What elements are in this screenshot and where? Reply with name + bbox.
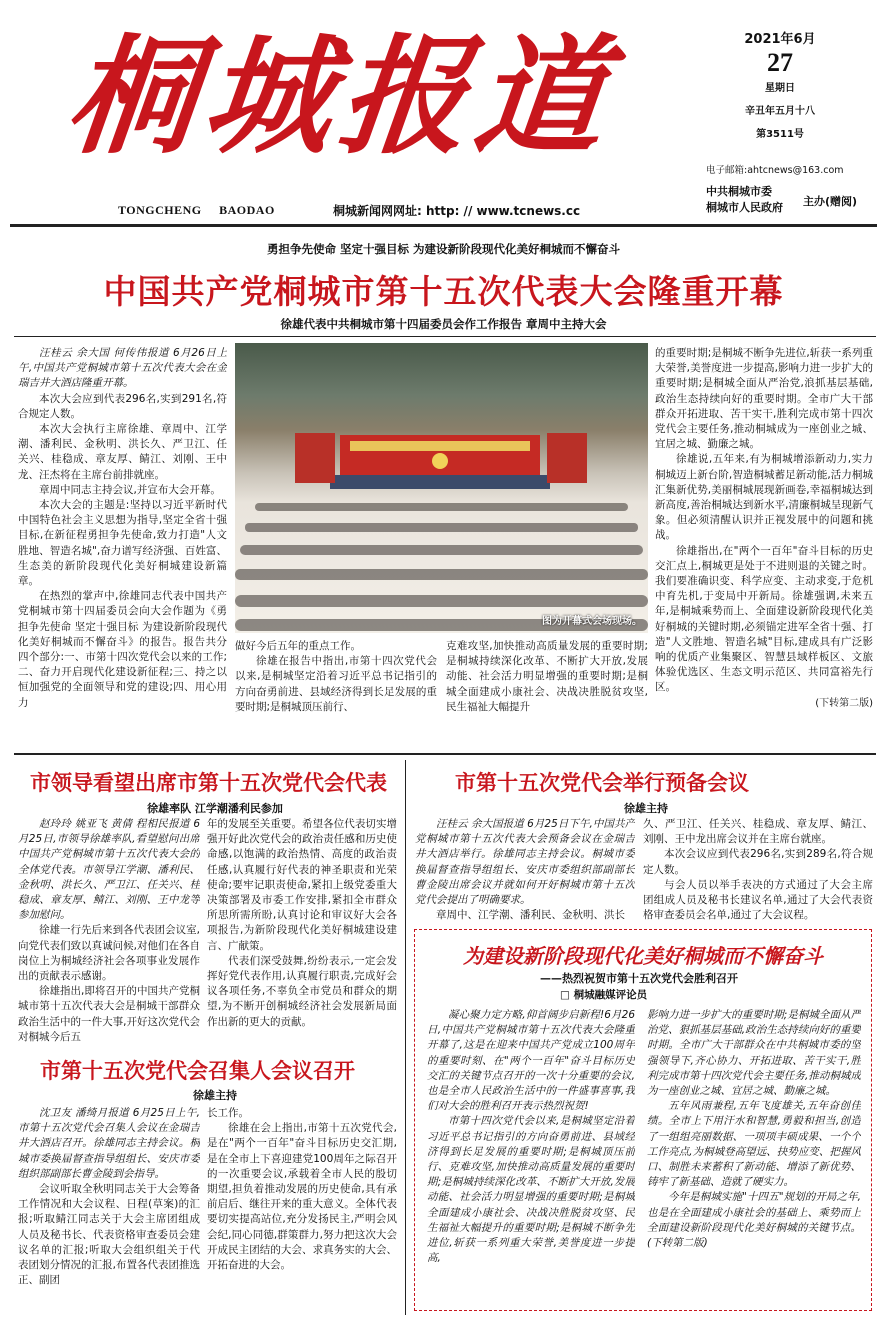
- masthead-title: 桐城报道: [60, 22, 620, 172]
- commentary-paragraph: 影响力进一步扩大的重要时期;是桐城全面从严治党、狠抓基层基础,政治生态持续向好的重要时期。全市广大干部群众在中共桐城市委的坚强领导下,齐心协力、开拓进取、苦干实干,胜利完成市第十四次党代会主要任务,推动桐城成为一座创业之城、宜居之城、勤廉之城。: [647, 1009, 861, 1098]
- lead-continued: (下转第二版): [815, 697, 873, 709]
- story2-paragraph: 赵玲玲 姚亚飞 黄倩 程相民报道 6月25日,市领导徐雄率队,看望慰问出席中国共产党桐城市第十五次代表大会的全体党代表。市领导江学潮、潘利民、金秋明、洪长久、严卫江、任关兴、桂稳成、章友厚、鲭江、刘刚、王中龙等参加慰问。: [18, 818, 200, 922]
- lead-column-2: [235, 639, 437, 749]
- date-box: [730, 28, 830, 140]
- lead-paragraph: 徐雄说,五年来,有为桐城增添新动力,实力桐城迈上新台阶,智造桐城蓄足新动能,活力桐城汇集新优势,美丽桐城展现新画卷,幸福桐城达到新高度,善治桐城达到新水平,清廉桐城呈现新气象。但必须清醒认识并正视发展中的问题和挑战。: [655, 453, 873, 542]
- lead-paragraph: 做好今后五年的重点工作。: [235, 640, 361, 652]
- story4-headline: 市第十五次党代会举行预备会议: [455, 770, 749, 795]
- story4-paragraph: 本次会议应到代表296名,实到289名,符合规定人数。: [643, 848, 873, 876]
- lunar-date: 辛丑年五月十八: [745, 106, 815, 117]
- story3-paragraph: 长工作。: [207, 1107, 249, 1119]
- lead-paragraph: 徐雄指出,在"两个一百年"奋斗目标的历史交汇点上,桐城更是处于不进则退的关键之时。我们要准确识变、科学应变、主动求变,于危机中育先机,于变局中开新局。徐雄强调,未来五年,是桐城乘势而上、全面建设新阶段现代化美好桐城的关键时期,必须锚定进军全省十强、打造"人文胜地、智造名城"目标,建成具有广泛影响的优质产业集聚区、智慧县域样板区、文旅体验优选区、生态文明示范区、共同富裕先行区。: [655, 544, 873, 694]
- stage-front: [330, 475, 550, 489]
- story3-column-1: [18, 1106, 200, 1318]
- lead-kicker: 勇担争先使命 坚定十强目标 为建设新阶段现代化美好桐城而不懈奋斗: [266, 242, 620, 256]
- stage-banner: [350, 441, 530, 451]
- story2-paragraph: 代表们深受鼓舞,纷纷表示,一定会发挥好党代表作用,认真履行职责,完成好会议各项任务,不辜负全市党员和群众的期望,为不断开创桐城经济社会发展新局面作出新的更大的贡献。: [207, 954, 397, 1028]
- lead-paragraph: 本次大会应到代表296名,实到291名,符合规定人数。: [18, 392, 227, 420]
- date-day: 27: [767, 48, 793, 77]
- lead-column-3: [446, 639, 648, 749]
- story2-paragraph: 徐雄指出,即将召开的中国共产党桐城市第十五次代表大会是桐城干部群众政治生活中的一件大事,开好这次党代会对桐城今后五: [18, 985, 200, 1043]
- flag-right: [547, 433, 587, 483]
- story3-paragraph: 沈卫友 潘绮月报道 6月25日上午,市第十五次党代会召集人会议在金瑞吉井大酒店召开。徐雄同志主持会议。桐城市委换届督查指导组组长、安庆市委组织部副部长曹金陵到会指导。: [18, 1107, 200, 1180]
- story4-paragraph: 久、严卫江、任关兴、桂稳成、章友厚、鲭江、刘刚、王中龙出席会议并在主席台就座。: [643, 818, 873, 846]
- masthead-rule: [10, 224, 877, 227]
- publisher-1: 中共桐城市委: [706, 185, 772, 198]
- pinyin-right: BAODAO: [219, 203, 275, 217]
- party-emblem: [432, 453, 448, 469]
- pinyin-left: TONGCHENG: [118, 203, 202, 217]
- story2-paragraph: 年的发展至关重要。希望各位代表切实增强开好此次党代会的政治责任感和历史使命感,以饱满的政治热情、高度的政治责任感,认真履行好代表的神圣职责和光荣使命;要牢记职责使命,紧扣上级党委重大决策部署及市委工作安排,紧扣全市群众所思所需所盼,认真讨论和审议好大会各项报告,为新阶段现代化美好桐城建设建言、广献策。: [207, 818, 397, 952]
- email: 电子邮箱:ahtcnews@163.com: [706, 165, 844, 176]
- masthead: [0, 0, 887, 225]
- commentary-column-1: [427, 1008, 635, 1306]
- flag-left: [295, 433, 335, 483]
- lead-subhead-rule: [14, 336, 876, 337]
- commentary-paragraph: 市第十四次党代会以来,是桐城坚定沿着习近平总书记指引的方向奋勇前进、县域经济得到长足发展的重要时期;是桐城顶压前行、克难攻坚,加快推动高质量发展的重要时期;是桐城持续深化改革、不断扩大开放,发展动能、社会活力明显增强的重要时期;是桐城全面建成小康社会、决战决胜脱贫攻坚、民生福祉大幅提升的重要时期;是桐城不断争先进位,斩获一系列重大荣誉,美誉度进一步提高,: [427, 1115, 635, 1265]
- lead-paragraph: 汪桂云 余大国 何传伟报道 6月26日上午,中国共产党桐城市第十五次代表大会在金瑞吉井大酒店隆重开幕。: [18, 347, 227, 390]
- lead-paragraph: 在热烈的掌声中,徐雄同志代表中国共产党桐城市第十四届委员会向大会作题为《勇担争先使命 坚定十强目标 为建设新阶段现代化美好桐城而不懈奋斗》的报告。报告共分四个部分:一、市第十四次党代会以来的工作;二、奋力开启现代化建设新征程;三、持之以恒加强党的全面领导和党的建设;四、用心用力: [18, 590, 227, 709]
- story3-column-2: [207, 1106, 397, 1318]
- commentary-paragraph: 五年风雨兼程,五年飞度雄关,五年奋创佳绩。全市上下用汗水和智慧,勇毅和担当,创造了一组组亮丽数据、一项项丰硕成果、一个个工作亮点,为桐城登高望远、抉势应变、把握风口、制胜未来蓄积了新动能、增添了新优势、铸牢了新基础、造就了硬实力。: [647, 1100, 861, 1189]
- story2-paragraph: 徐雄一行先后来到各代表团会议室,向党代表们致以真诚问候,对他们在各自岗位上为桐城经济社会各项事业发展作出的贡献表示感谢。: [18, 924, 200, 983]
- lead-paragraph: 本次大会执行主席徐雄、章周中、江学潮、潘利民、金秋明、洪长久、严卫江、任关兴、桂稳成、章友厚、鲭江、刘刚、王中龙、汪杰将在主席台前排就座。: [18, 423, 227, 481]
- lead-column-4: [655, 346, 873, 748]
- commentary-box: [414, 929, 872, 1311]
- story3-paragraph: 徐雄在会上指出,市第十五次党代会,是在"两个一百年"奋斗目标历史交汇期,是在全市上下喜迎建党100周年之际召开的一次重要会议,承载着全市人民的殷切期望,担负着推动发展的历史使命,具有承前启后、继往开来的重大意义。全体代表要切实提高站位,充分发扬民主,严明会风会纪,同心同德,群策群力,努力把这次大会开成民主团结的大会、求真务实的大会、开拓奋进的大会。: [207, 1122, 397, 1272]
- issue-number: 第3511号: [756, 129, 804, 140]
- publisher-note: 主办(赠阅): [803, 195, 858, 208]
- conference-hall-illustration: [235, 343, 648, 633]
- commentary-paragraph: 今年是桐城实施"十四五"规划的开局之年,也是在全面建成小康社会的基础上、乘势而上全面建设新阶段现代化美好桐城的关键节点。(下转第二版): [647, 1191, 861, 1250]
- lead-paragraph: 徐雄在报告中指出,市第十四次党代会以来,是桐城坚定沿着习近平总书记指引的方向奋勇前进、县域经济得到长足发展的重要时期;是桐城顶压前行、: [235, 655, 437, 713]
- story4-paragraph: 章周中、江学潮、潘利民、金秋明、洪长: [436, 909, 625, 922]
- lead-headline: 中国共产党桐城市第十五次代表大会隆重开幕: [103, 272, 784, 311]
- lead-column-1: [18, 346, 227, 748]
- story4-column-2: [643, 817, 873, 925]
- lead-paragraph: 的重要时期;是桐城不断争先进位,斩获一系列重大荣誉,美誉度进一步提高,影响力进一步扩大的重要时期;是桐城全面从严治党,浪抓基层基础,政治生态持续向好的重要时期。全市广大干部群众开拓进取、苦干实干,胜利完成市第十四次党代会主要任务,推动桐城成为一座创业之城、宜居之城、勤廉之城。: [655, 347, 873, 451]
- section-vertical-rule: [405, 760, 406, 1315]
- story2-subhead: 徐雄率队 江学潮潘利民参加: [147, 802, 283, 815]
- lead-paragraph: 克难攻坚,加快推动高质量发展的重要时期;是桐城持续深化改革、不断扩大开放,发展动能、社会活力明显增强的重要时期;是桐城全面建成小康社会、决战决胜脱贫攻坚,民生福祉大幅提升: [446, 640, 648, 713]
- lead-paragraph: 本次大会的主题是:坚持以习近平新时代中国特色社会主义思想为指导,坚定全省十强目标,在新征程勇担争先使命,致力打造"人文胜地、智造名城",奋力谱写经济强、百姓富、生态美的新阶段现代化美好桐城建设新篇章。: [18, 499, 227, 588]
- story3-headline: 市第十五次党代会召集人会议召开: [40, 1058, 355, 1083]
- lead-photo: [235, 343, 648, 633]
- lead-paragraph: 章周中同志主持会议,并宣布大会开幕。: [39, 483, 221, 496]
- story2-column-2: [207, 817, 397, 1047]
- commentary-headline: 为建设新阶段现代化美好桐城而不懈奋斗: [463, 944, 823, 968]
- story4-subhead: 徐雄主持: [624, 802, 668, 815]
- weekday: 星期日: [765, 83, 795, 94]
- story2-column-1: [18, 817, 200, 1047]
- commentary-paragraph: 凝心聚力定方略,仰首阔步启新程!6月26日,中国共产党桐城市第十五次代表大会隆重开幕了,这是在迎来中国共产党成立100周年的重要时刻、在"两个一百年"奋斗目标历史交汇的关键节点召开的一次十分重要的会议,也是全市人民政治生活中的一件盛事喜事,我们对大会的胜利召开表示热烈祝贺!: [427, 1009, 635, 1113]
- story2-headline: 市领导看望出席市第十五次党代会代表: [30, 770, 387, 795]
- story4-paragraph: 汪桂云 余大国报道 6月25日下午,中国共产党桐城市第十五次代表大会预备会议在金瑞吉井大酒店举行。徐雄同志主持会议。桐城市委换届督查指导组组长、安庆市委组织部副部长曹金陵出席会议并就如何开好桐城市第十五次党代会提出了明确要求。: [415, 818, 635, 907]
- story3-paragraph: 会议听取全秋明同志关于大会筹备工作情况和大会议程、日程(草案)的汇报;听取鲭江同志关于大会主席团组成人员及秘书长、代表资格审查委员会建议名单的汇报;听取大会组织组关于代表团划分情况的汇报,布置各代表团推选正、副团: [18, 1183, 200, 1287]
- story4-column-1: [415, 817, 635, 925]
- story4-paragraph: 与会人员以举手表决的方式通过了大会主席团组成人员及秘书长建议名单,通过了大会代表资格审查委员会名单,通过了大会议程。: [643, 878, 873, 922]
- date-year-month: 2021年6月: [744, 32, 816, 47]
- lead-subhead: 徐雄代表中共桐城市第十四届委员会作工作报告 章周中主持大会: [280, 317, 607, 331]
- commentary-subhead: ——热烈祝贺市第十五次党代会胜利召开: [540, 972, 738, 985]
- publisher-2: 桐城市人民政府: [706, 201, 783, 214]
- commentary-byline: □ 桐城融媒评论员: [560, 989, 648, 1001]
- masthead-pinyin: [118, 203, 275, 218]
- photo-caption: 图为开幕式会场现场。: [542, 616, 642, 627]
- story3-subhead: 徐雄主持: [193, 1089, 237, 1102]
- website-link[interactable]: 桐城新闻网网址: http: // www.tcnews.cc: [333, 204, 581, 218]
- section-rule: [14, 753, 876, 755]
- publisher-block: [706, 184, 783, 216]
- commentary-column-2: [647, 1008, 861, 1306]
